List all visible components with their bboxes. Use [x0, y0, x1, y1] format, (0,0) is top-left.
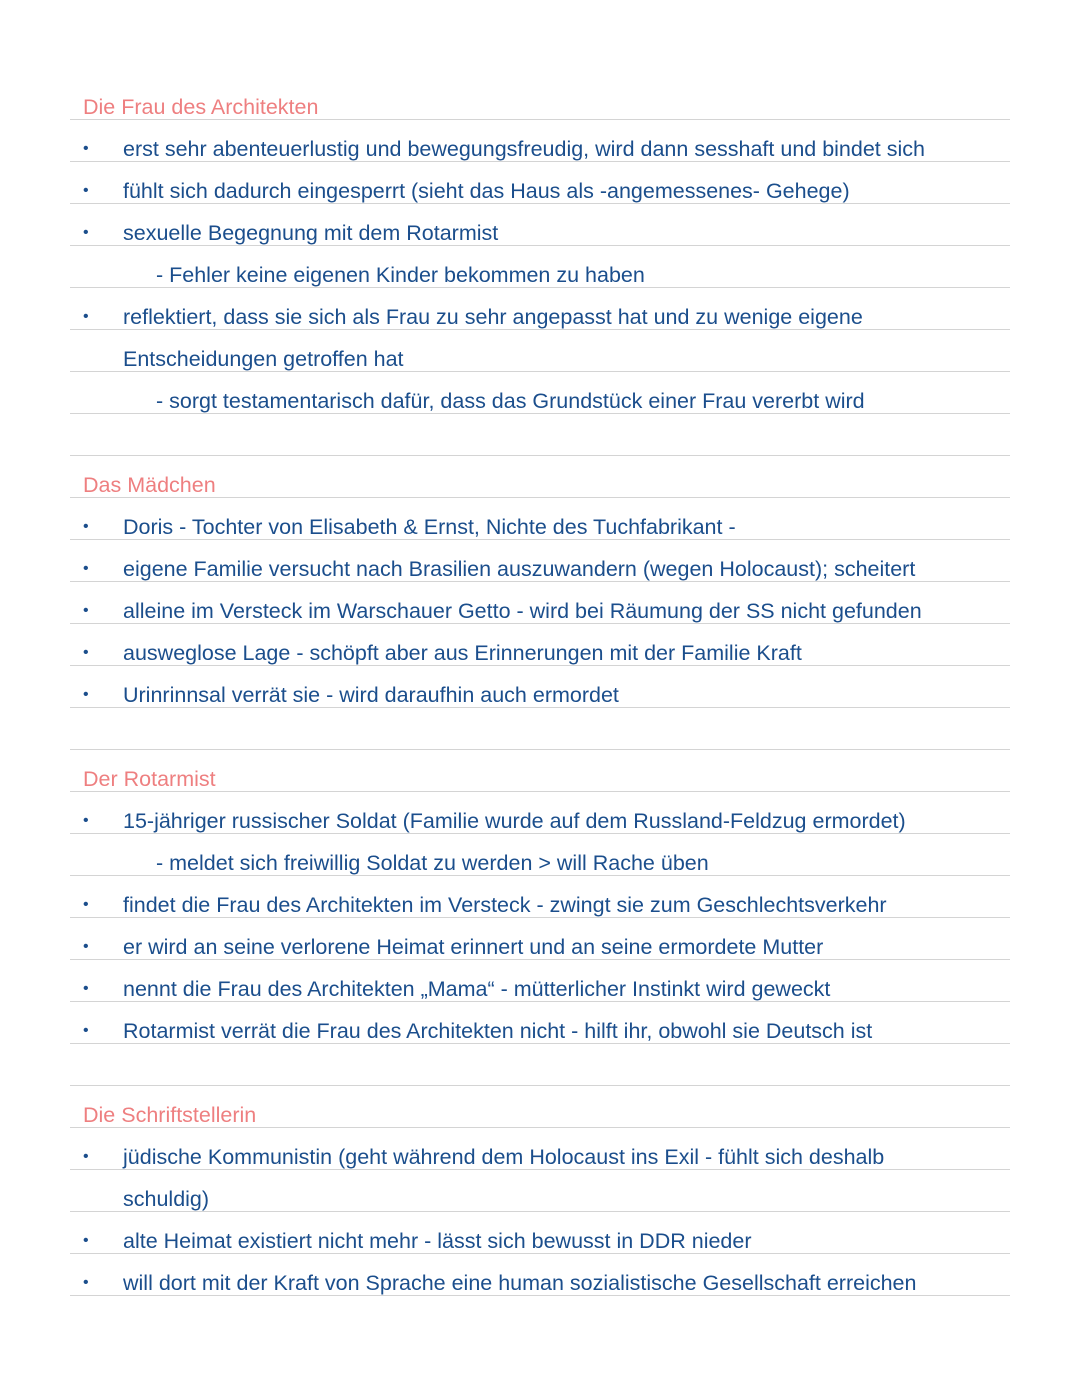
- item-text: Doris - Tochter von Elisabeth & Ernst, Nichte des Tuchfabrikant -: [123, 514, 736, 539]
- item-text: er wird an seine verlorene Heimat erinnert und an seine ermordete Mutter: [123, 934, 824, 959]
- item-text: fühlt sich dadurch eingesperrt (sieht das Haus als -angemessenes- Gehege): [123, 178, 850, 203]
- item-text: findet die Frau des Architekten im Versteck - zwingt sie zum Geschlechtsverkehr: [123, 892, 887, 917]
- bullet-point: •: [83, 182, 89, 199]
- bullet-point: •: [83, 896, 89, 913]
- section-heading-row: [70, 78, 1010, 120]
- item-text: will dort mit der Kraft von Sprache eine human sozialistische Gesellschaft erreichen: [123, 1270, 917, 1295]
- sub-item-text: - sorgt testamentarisch dafür, dass das Grundstück einer Frau vererbt wird: [156, 388, 865, 413]
- bullet-point: •: [83, 602, 89, 619]
- item-text: 15-jähriger russischer Soldat (Familie wurde auf dem Russland-Feldzug ermordet): [123, 808, 906, 833]
- bullet-point: •: [83, 1232, 89, 1249]
- blank-ruled-line: [70, 414, 1010, 456]
- bullet-item: [70, 1128, 1010, 1170]
- sub-item-text: - meldet sich freiwillig Soldat zu werden > will Rache üben: [156, 850, 709, 875]
- item-text: Entscheidungen getroffen hat: [123, 346, 404, 371]
- item-text: jüdische Kommunistin (geht während dem Holocaust ins Exil - fühlt sich deshalb: [123, 1144, 885, 1169]
- blank-ruled-line: [70, 708, 1010, 750]
- section-heading-row: [70, 1086, 1010, 1128]
- section-heading: Der Rotarmist: [83, 766, 216, 791]
- bullet-point: •: [83, 518, 89, 535]
- bullet-point: •: [83, 560, 89, 577]
- item-text: erst sehr abenteuerlustig und bewegungsfreudig, wird dann sesshaft und bindet sich: [123, 136, 925, 161]
- section-heading: Die Frau des Architekten: [83, 94, 319, 119]
- bullet-point: •: [83, 980, 89, 997]
- bullet-point: •: [83, 644, 89, 661]
- sub-item-text: - Fehler keine eigenen Kinder bekommen zu haben: [156, 262, 645, 287]
- continuation-line: [70, 834, 1010, 876]
- continuation-line: [70, 1170, 1010, 1212]
- bullet-point: •: [83, 812, 89, 829]
- item-text: Urinrinnsal verrät sie - wird daraufhin auch ermordet: [123, 682, 619, 707]
- bullet-point: •: [83, 686, 89, 703]
- continuation-line: [70, 246, 1010, 288]
- bullet-item: [70, 1254, 1010, 1296]
- bullet-point: •: [83, 938, 89, 955]
- item-text: nennt die Frau des Architekten „Mama“ - mütterlicher Instinkt wird geweckt: [123, 976, 831, 1001]
- bullet-point: •: [83, 1274, 89, 1291]
- item-text: eigene Familie versucht nach Brasilien auszuwandern (wegen Holocaust); scheitert: [123, 556, 916, 581]
- bullet-item: [70, 792, 1010, 834]
- bullet-item: [70, 288, 1010, 330]
- bullet-point: •: [83, 224, 89, 241]
- section-heading-row: [70, 456, 1010, 498]
- item-text: schuldig): [123, 1186, 210, 1211]
- item-text: reflektiert, dass sie sich als Frau zu sehr angepasst hat und zu wenige eigene: [123, 304, 863, 329]
- bullet-item: [70, 876, 1010, 918]
- bullet-item: [70, 204, 1010, 246]
- bullet-item: [70, 1002, 1010, 1044]
- item-text: alleine im Versteck im Warschauer Getto - wird bei Räumung der SS nicht gefunden: [123, 598, 922, 623]
- item-text: Rotarmist verrät die Frau des Architekten nicht - hilft ihr, obwohl sie Deutsch ist: [123, 1018, 873, 1043]
- bullet-item: [70, 498, 1010, 540]
- section-heading: Das Mädchen: [83, 472, 216, 497]
- notes-page: [70, 78, 1010, 1296]
- continuation-line: [70, 330, 1010, 372]
- bullet-point: •: [83, 140, 89, 157]
- section-heading: Die Schriftstellerin: [83, 1102, 257, 1127]
- section-heading-row: [70, 750, 1010, 792]
- bullet-point: •: [83, 308, 89, 325]
- bullet-item: [70, 960, 1010, 1002]
- item-text: sexuelle Begegnung mit dem Rotarmist: [123, 220, 499, 245]
- bullet-item: [70, 918, 1010, 960]
- item-text: alte Heimat existiert nicht mehr - lässt sich bewusst in DDR nieder: [123, 1228, 752, 1253]
- bullet-item: [70, 624, 1010, 666]
- item-text: ausweglose Lage - schöpft aber aus Erinnerungen mit der Familie Kraft: [123, 640, 802, 665]
- bullet-point: •: [83, 1022, 89, 1039]
- bullet-item: [70, 540, 1010, 582]
- continuation-line: [70, 372, 1010, 414]
- bullet-item: [70, 1212, 1010, 1254]
- bullet-point: •: [83, 1148, 89, 1165]
- bullet-item: [70, 582, 1010, 624]
- bullet-item: [70, 666, 1010, 708]
- blank-ruled-line: [70, 1044, 1010, 1086]
- bullet-item: [70, 120, 1010, 162]
- bullet-item: [70, 162, 1010, 204]
